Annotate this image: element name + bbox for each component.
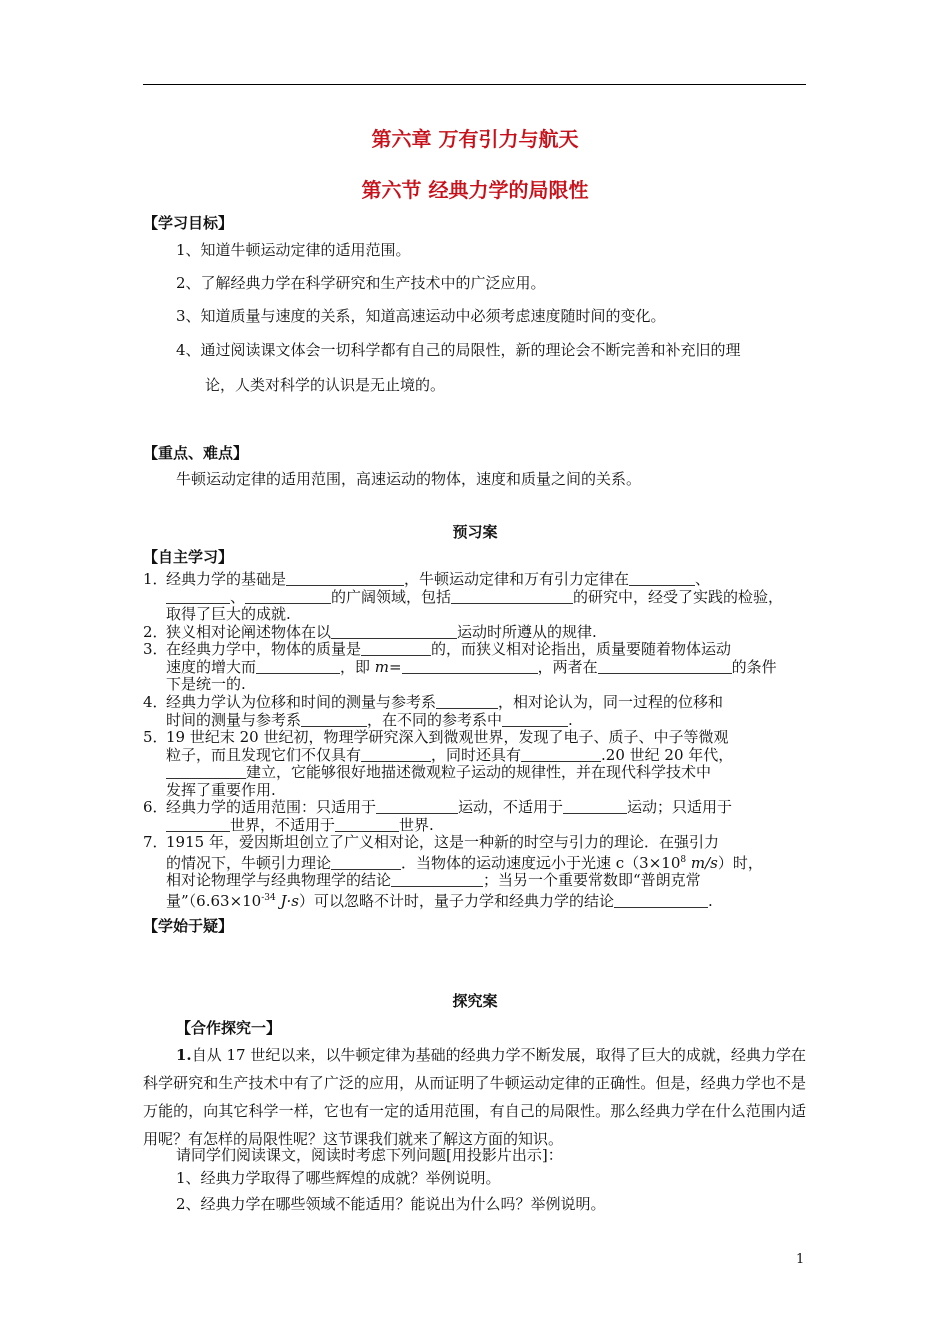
question-number: 4． — [143, 693, 168, 711]
question-3: 3． 在经典力学中，物体的质量是 的，而狭义相对论指出，质量要随着物体运动 速度的增大而 ，即 m= ，两者在 的条件 下是统一的. — [143, 640, 777, 693]
answer-blank[interactable] — [286, 571, 404, 586]
doubt-heading: 【学始于疑】 — [143, 917, 234, 935]
answer-blank[interactable] — [629, 571, 695, 586]
question-2: 2． 狭义相对论阐述物体在以 运动时所遵从的规律. — [143, 623, 597, 641]
question-1: 1． 经典力学的基础是 ，牛顿运动定律和万有引力定律在 、 、 的广阔领域，包括 的研究中，经受了实践的检验， 取得了巨大的成就. — [143, 570, 784, 623]
goal-item: 3、知道质量与速度的关系，知道高速运动中必须考虑速度随时间的变化。 — [176, 307, 666, 325]
answer-blank[interactable] — [166, 764, 246, 779]
preview-title: 预习案 — [452, 523, 498, 541]
discussion-question: 1、经典力学取得了哪些辉煌的成就？举例说明。 — [176, 1169, 501, 1187]
key-points-heading: 【重点、难点】 — [143, 444, 249, 462]
answer-blank[interactable] — [361, 641, 431, 656]
instruction-text: 请同学们阅读课文，阅读时考虑下列问题[用投影片出示]： — [176, 1146, 563, 1164]
goal-item: 2、了解经典力学在科学研究和生产技术中的广泛应用。 — [176, 274, 546, 292]
answer-blank[interactable] — [361, 747, 431, 762]
answer-blank[interactable] — [598, 659, 732, 674]
answer-blank[interactable] — [451, 589, 573, 604]
answer-blank[interactable] — [391, 872, 483, 887]
answer-blank[interactable] — [256, 659, 340, 674]
question-6: 6． 经典力学的适用范围：只适用于 运动，不适用于 运动；只适用于 世界，不适用于 世界. — [143, 798, 733, 834]
discussion-question: 2、经典力学在哪些领域不能适用？能说出为什么吗？举例说明。 — [176, 1195, 606, 1213]
answer-blank[interactable] — [614, 893, 708, 908]
answer-blank[interactable] — [166, 589, 230, 604]
goal-item: 1、知道牛顿运动定律的适用范围。 — [176, 241, 411, 259]
answer-blank[interactable] — [502, 712, 568, 727]
question-7: 7． 1915 年，爱因斯坦创立了广义相对论，这是一种新的时空与引力的理论．在强引力 的情况下，牛顿引力理论 ．当物体的运动速度远小于光速 $c(3\times 10^8$ m/s）时， 相对论物理学与经典物理学的结论 ；当另一个重要常数即“普朗克常 量$”(6.63\times 10^{-34}$ J·s）可以忽略不计时，量子力学和经典力学的结论 . — [143, 833, 763, 910]
coop-heading: 【合作探究一】 — [176, 1019, 282, 1037]
goal-item: 论，人类对科学的认识是无止境的。 — [205, 376, 446, 394]
key-points-text: 牛顿运动定律的适用范围，高速运动的物体，速度和质量之间的关系。 — [176, 470, 642, 488]
explore-paragraph: 1.自从 17 世纪以来，以牛顿定律为基础的经典力学不断发展，取得了巨大的成就，经典力学在科学研究和生产技术中有了广泛的应用，从而证明了牛顿运动定律的正确性。但是，经典力学也不是万能的，向其它科学一样，它也有一定的适用范围，有自己的局限性。那么经典力学在什么范围内适用呢？有怎样的局限性呢？这节课我们就来了解这方面的知识。 — [143, 1046, 806, 1148]
section-title: 第六节 经典力学的局限性 — [361, 178, 589, 202]
question-4: 4． 经典力学认为位移和时间的测量与参考系 ，相对论认为，同一过程的位移和 时间的测量与参考系 ，在不同的参考系中 . — [143, 693, 724, 729]
question-number: 6． — [143, 798, 168, 816]
paragraph-number: 1. — [176, 1046, 192, 1064]
answer-blank[interactable] — [402, 659, 538, 674]
question-number: 5． — [143, 728, 168, 746]
question-number: 7． — [143, 833, 168, 851]
answer-blank[interactable] — [331, 855, 401, 870]
answer-blank[interactable] — [335, 817, 399, 832]
answer-blank[interactable] — [331, 624, 457, 639]
goal-item: 4、通过阅读课文体会一切科学都有自己的局限性，新的理论会不断完善和补充旧的理 — [176, 341, 741, 359]
question-5: 5． 19 世纪末 20 世纪初，物理学研究深入到微观世界，发现了电子、质子、中子等微观 粒子，而且发现它们不仅具有 ，同时还具有 .20 世纪 20 年代， 建立，它能够很好地描述微观粒子运动的规律性，并在现代科学技术中 发挥了重要作用. — [143, 728, 734, 799]
answer-blank[interactable] — [301, 712, 367, 727]
question-number: 3． — [143, 640, 168, 658]
page-number: 1 — [796, 1252, 805, 1267]
question-number: 1． — [143, 570, 168, 588]
goals-heading: 【学习目标】 — [143, 214, 234, 232]
answer-blank[interactable] — [166, 817, 230, 832]
answer-blank[interactable] — [245, 589, 331, 604]
answer-blank[interactable] — [436, 694, 498, 709]
answer-blank[interactable] — [376, 799, 458, 814]
explore-title: 探究案 — [452, 992, 498, 1010]
answer-blank[interactable] — [563, 799, 627, 814]
answer-blank[interactable] — [521, 747, 601, 762]
self-study-heading: 【自主学习】 — [143, 548, 234, 566]
header-rule — [143, 84, 806, 85]
chapter-title: 第六章 万有引力与航天 — [371, 127, 579, 151]
question-number: 2． — [143, 623, 168, 641]
